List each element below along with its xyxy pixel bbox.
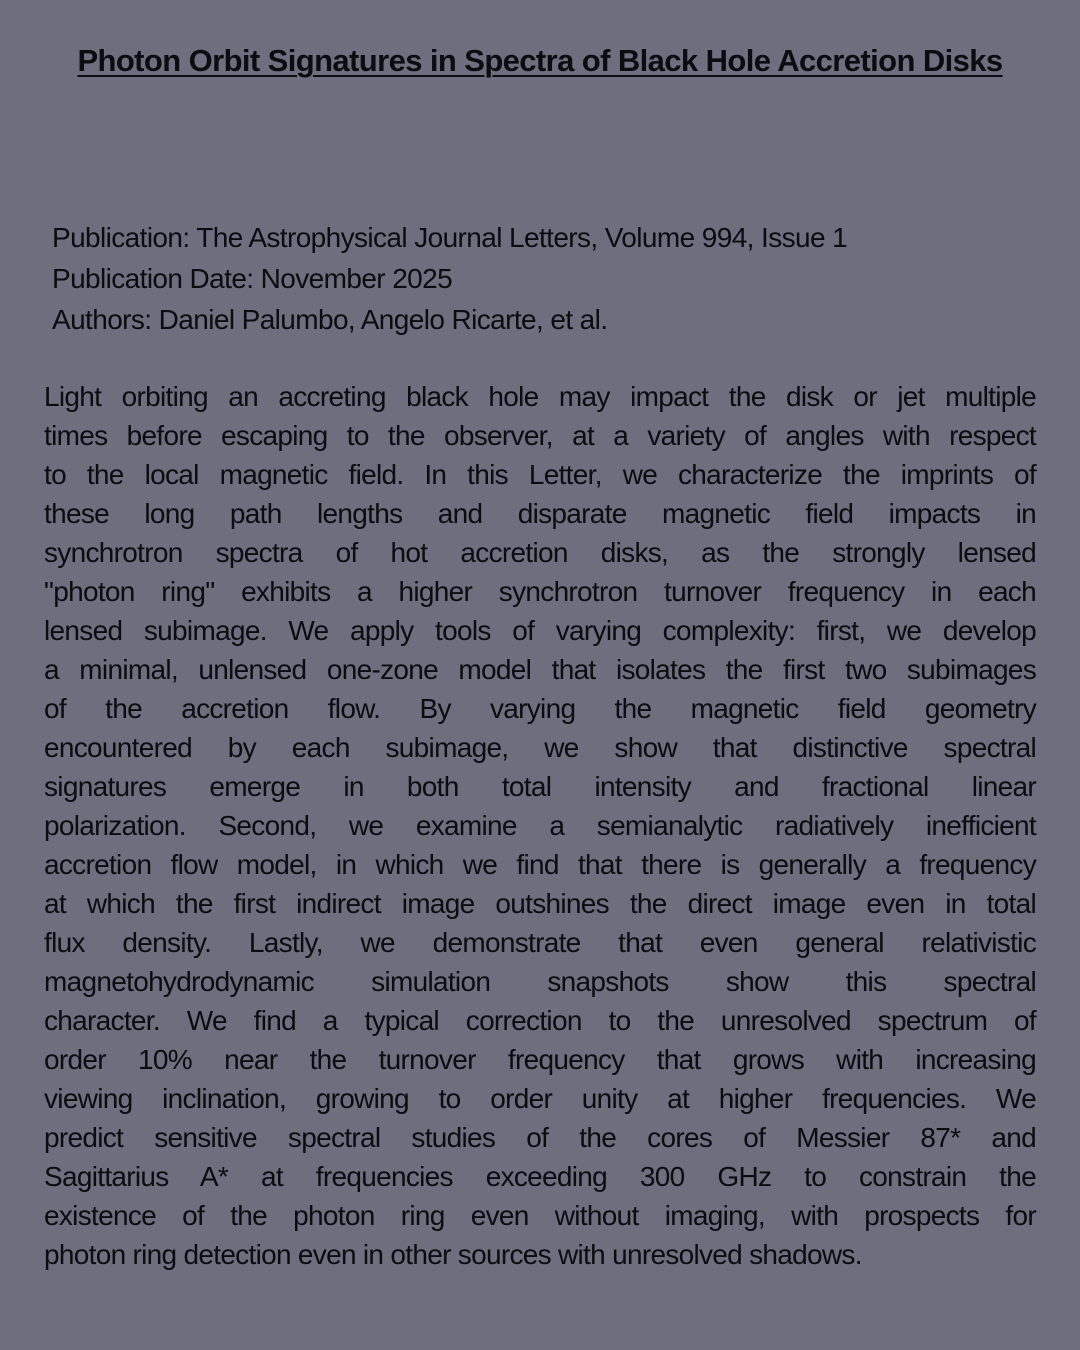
abstract-line: encountered by each subimage, we show that distinctive spectral [44, 732, 1036, 763]
document-title: Photon Orbit Signatures in Spectra of Black Hole Accretion Disks [77, 43, 1003, 78]
authors-line: Authors: Daniel Palumbo, Angelo Ricarte, et al. [52, 304, 608, 335]
abstract-line: "photon ring" exhibits a higher synchrotron turnover frequency in each [44, 576, 1036, 607]
abstract-line: to the local magnetic field. In this Letter, we characterize the imprints of [44, 459, 1036, 490]
publication-line: Publication: The Astrophysical Journal Letters, Volume 994, Issue 1 [52, 222, 848, 253]
abstract-line: viewing inclination, growing to order unity at higher frequencies. We [44, 1083, 1036, 1114]
abstract-line: character. We find a typical correction to the unresolved spectrum of [44, 1005, 1036, 1036]
abstract-line: of the accretion flow. By varying the magnetic field geometry [44, 693, 1036, 724]
abstract-line: existence of the photon ring even without imaging, with prospects for [44, 1200, 1036, 1231]
abstract-line: times before escaping to the observer, at a variety of angles with respect [44, 420, 1036, 451]
abstract-line: flux density. Lastly, we demonstrate that even general relativistic [44, 927, 1036, 958]
abstract-line: signatures emerge in both total intensity and fractional linear [44, 771, 1036, 802]
abstract-line: accretion flow model, in which we find that there is generally a frequency [44, 849, 1036, 880]
abstract-line: these long path lengths and disparate magnetic field impacts in [44, 498, 1036, 529]
abstract-line: order 10% near the turnover frequency that grows with increasing [44, 1044, 1036, 1075]
abstract-line: lensed subimage. We apply tools of varying complexity: first, we develop [44, 615, 1036, 646]
abstract-line: at which the first indirect image outshines the direct image even in total [44, 888, 1036, 919]
abstract-line: Sagittarius A* at frequencies exceeding 300 GHz to constrain the [44, 1161, 1036, 1192]
abstract-line: Light orbiting an accreting black hole may impact the disk or jet multiple [44, 381, 1036, 412]
publication-date-line: Publication Date: November 2025 [52, 263, 453, 294]
abstract-line: magnetohydrodynamic simulation snapshots show this spectral [44, 966, 1036, 997]
abstract-paragraph [44, 377, 1036, 1274]
abstract-line: photon ring detection even in other sources with unresolved shadows. [44, 1239, 862, 1270]
abstract-line: synchrotron spectra of hot accretion disks, as the strongly lensed [44, 537, 1036, 568]
abstract-line: predict sensitive spectral studies of the cores of Messier 87* and [44, 1122, 1036, 1153]
publication-metadata [52, 217, 1032, 340]
abstract-line: a minimal, unlensed one-zone model that isolates the first two subimages [44, 654, 1036, 685]
abstract-line: polarization. Second, we examine a semianalytic radiatively inefficient [44, 810, 1036, 841]
